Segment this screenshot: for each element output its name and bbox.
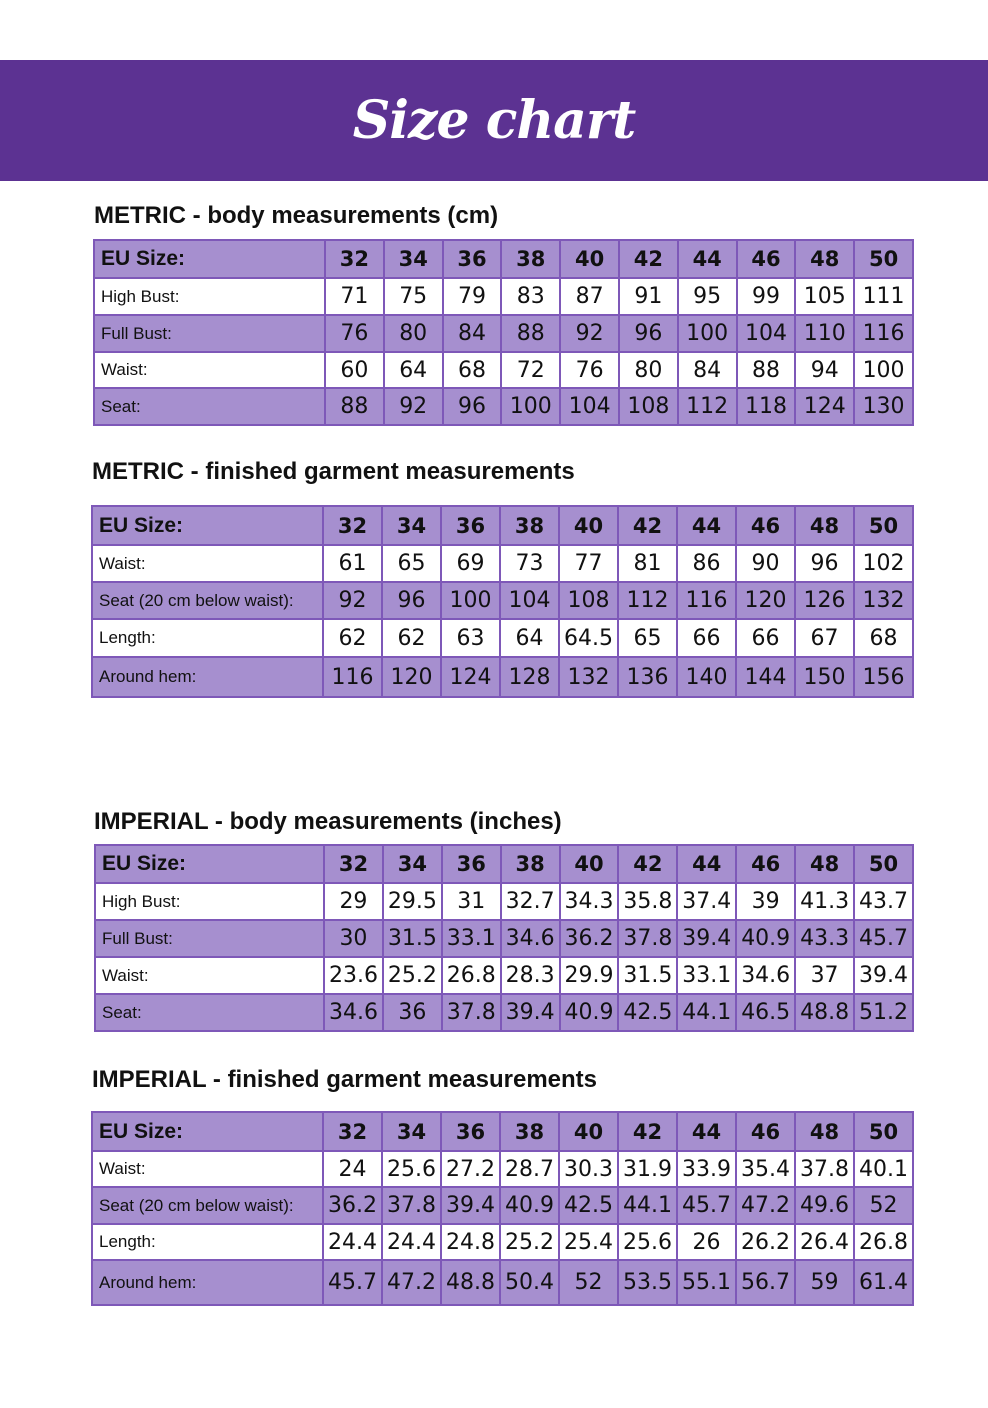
measurement-cell: 76: [325, 315, 384, 352]
measurement-cell: 92: [560, 315, 619, 352]
measurement-cell: 34.6: [501, 920, 560, 957]
measurement-cell: 37.8: [382, 1187, 441, 1224]
measurement-cell: 92: [323, 582, 382, 619]
measurement-cell: 46.5: [736, 994, 795, 1031]
measurement-cell: 27.2: [441, 1151, 500, 1187]
size-header-cell: 46: [736, 506, 795, 545]
row-label-cell: Full Bust:: [94, 315, 325, 352]
table-row: [95, 920, 913, 957]
measurement-cell: 24.4: [382, 1224, 441, 1260]
measurement-cell: 62: [323, 619, 382, 657]
measurement-cell: 140: [677, 657, 736, 697]
measurement-cell: 26.4: [795, 1224, 854, 1260]
section-heading-system: METRIC: [94, 202, 186, 229]
measurement-cell: 33.1: [677, 957, 736, 994]
size-header-cell: 46: [736, 1112, 795, 1151]
measurement-cell: 24: [323, 1151, 382, 1187]
measurement-cell: 118: [737, 388, 796, 425]
measurement-cell: 156: [854, 657, 913, 697]
table-row: [92, 657, 913, 697]
measurement-cell: 75: [384, 278, 443, 315]
measurement-cell: 26.8: [442, 957, 501, 994]
table-row: [95, 883, 913, 920]
size-header-cell: 42: [618, 506, 677, 545]
measurement-cell: 84: [443, 315, 502, 352]
measurement-cell: 150: [795, 657, 854, 697]
measurement-cell: 40.1: [854, 1151, 913, 1187]
table-header-row: [92, 1112, 913, 1151]
measurement-cell: 104: [500, 582, 559, 619]
measurement-cell: 25.2: [500, 1224, 559, 1260]
measurement-cell: 35.4: [736, 1151, 795, 1187]
row-label-cell: Around hem:: [92, 657, 323, 697]
measurement-cell: 28.7: [500, 1151, 559, 1187]
size-header-cell: 36: [441, 1112, 500, 1151]
measurement-cell: 37: [795, 957, 854, 994]
measurement-cell: 39.4: [441, 1187, 500, 1224]
measurement-cell: 30: [324, 920, 383, 957]
section-heading-system: METRIC: [92, 458, 184, 485]
measurement-cell: 26.8: [854, 1224, 913, 1260]
size-header-cell: 32: [325, 240, 384, 278]
row-label-cell: Seat:: [94, 388, 325, 425]
size-header-cell: 50: [854, 1112, 913, 1151]
measurement-cell: 25.6: [382, 1151, 441, 1187]
measurement-cell: 76: [560, 352, 619, 388]
measurement-cell: 116: [677, 582, 736, 619]
measurement-cell: 35.8: [618, 883, 677, 920]
size-header-cell: 50: [854, 506, 913, 545]
size-header-cell: 38: [501, 845, 560, 883]
size-header-cell: 38: [500, 506, 559, 545]
size-table: [91, 1111, 914, 1306]
row-label-cell: Seat (20 cm below waist):: [92, 1187, 323, 1224]
measurement-cell: 80: [619, 352, 678, 388]
row-label-cell: Length:: [92, 1224, 323, 1260]
header-label-cell: EU Size:: [94, 240, 325, 278]
row-label-cell: Seat (20 cm below waist):: [92, 582, 323, 619]
measurement-cell: 48.8: [441, 1260, 500, 1305]
table-row: [94, 315, 913, 352]
measurement-cell: 34.6: [324, 994, 383, 1031]
measurement-cell: 94: [795, 352, 854, 388]
measurement-cell: 42.5: [559, 1187, 618, 1224]
measurement-cell: 45.7: [677, 1187, 736, 1224]
measurement-cell: 37.4: [677, 883, 736, 920]
measurement-cell: 55.1: [677, 1260, 736, 1305]
section-heading-system: IMPERIAL: [92, 1066, 207, 1093]
row-label-cell: Around hem:: [92, 1260, 323, 1305]
measurement-cell: 52: [559, 1260, 618, 1305]
size-table: [93, 239, 914, 426]
measurement-cell: 39: [736, 883, 795, 920]
size-header-cell: 44: [678, 240, 737, 278]
measurement-cell: 49.6: [795, 1187, 854, 1224]
row-label-cell: Waist:: [94, 352, 325, 388]
measurement-cell: 132: [854, 582, 913, 619]
table-row: [94, 278, 913, 315]
measurement-cell: 69: [441, 545, 500, 582]
measurement-cell: 43.3: [795, 920, 854, 957]
size-header-cell: 48: [795, 845, 854, 883]
measurement-cell: 36.2: [323, 1187, 382, 1224]
size-header-cell: 36: [441, 506, 500, 545]
measurement-cell: 96: [795, 545, 854, 582]
measurement-cell: 66: [736, 619, 795, 657]
measurement-cell: 29: [324, 883, 383, 920]
measurement-cell: 60: [325, 352, 384, 388]
measurement-cell: 83: [501, 278, 560, 315]
measurement-cell: 45.7: [323, 1260, 382, 1305]
measurement-cell: 33.1: [442, 920, 501, 957]
size-header-cell: 32: [324, 845, 383, 883]
size-header-cell: 34: [382, 506, 441, 545]
measurement-cell: 31.9: [618, 1151, 677, 1187]
measurement-cell: 71: [325, 278, 384, 315]
section-heading: [92, 1066, 597, 1094]
measurement-cell: 104: [560, 388, 619, 425]
size-header-cell: 40: [560, 845, 619, 883]
table-header-row: [95, 845, 913, 883]
measurement-cell: 31.5: [618, 957, 677, 994]
size-header-cell: 48: [795, 506, 854, 545]
measurement-cell: 84: [678, 352, 737, 388]
measurement-cell: 51.2: [854, 994, 913, 1031]
measurement-cell: 130: [854, 388, 913, 425]
section-heading: [94, 808, 562, 836]
header-label-cell: EU Size:: [92, 506, 323, 545]
measurement-cell: 88: [325, 388, 384, 425]
table-row: [92, 1151, 913, 1187]
measurement-cell: 110: [795, 315, 854, 352]
measurement-cell: 25.2: [383, 957, 442, 994]
size-table: [91, 505, 914, 698]
measurement-cell: 61.4: [854, 1260, 913, 1305]
measurement-cell: 41.3: [795, 883, 854, 920]
size-header-cell: 44: [677, 1112, 736, 1151]
measurement-cell: 68: [854, 619, 913, 657]
measurement-cell: 73: [500, 545, 559, 582]
measurement-cell: 56.7: [736, 1260, 795, 1305]
measurement-cell: 116: [323, 657, 382, 697]
measurement-cell: 39.4: [854, 957, 913, 994]
measurement-cell: 28.3: [501, 957, 560, 994]
measurement-cell: 50.4: [500, 1260, 559, 1305]
measurement-cell: 111: [854, 278, 913, 315]
table-row: [94, 352, 913, 388]
measurement-cell: 25.6: [618, 1224, 677, 1260]
measurement-cell: 25.4: [559, 1224, 618, 1260]
measurement-cell: 68: [443, 352, 502, 388]
header-label-cell: EU Size:: [92, 1112, 323, 1151]
measurement-cell: 37.8: [618, 920, 677, 957]
measurement-cell: 124: [795, 388, 854, 425]
measurement-cell: 81: [618, 545, 677, 582]
measurement-cell: 30.3: [559, 1151, 618, 1187]
measurement-cell: 87: [560, 278, 619, 315]
table-header-row: [92, 506, 913, 545]
measurement-cell: 112: [618, 582, 677, 619]
row-label-cell: High Bust:: [94, 278, 325, 315]
size-header-cell: 34: [384, 240, 443, 278]
measurement-cell: 33.9: [677, 1151, 736, 1187]
measurement-cell: 96: [443, 388, 502, 425]
measurement-cell: 39.4: [501, 994, 560, 1031]
measurement-cell: 29.9: [560, 957, 619, 994]
size-header-cell: 32: [323, 1112, 382, 1151]
measurement-cell: 52: [854, 1187, 913, 1224]
measurement-cell: 31: [442, 883, 501, 920]
measurement-cell: 53.5: [618, 1260, 677, 1305]
row-label-cell: Waist:: [92, 1151, 323, 1187]
measurement-cell: 64: [384, 352, 443, 388]
table-row: [94, 388, 913, 425]
size-header-cell: 38: [500, 1112, 559, 1151]
size-header-cell: 34: [383, 845, 442, 883]
measurement-cell: 144: [736, 657, 795, 697]
measurement-cell: 88: [501, 315, 560, 352]
row-label-cell: High Bust:: [95, 883, 324, 920]
measurement-cell: 116: [854, 315, 913, 352]
measurement-cell: 61: [323, 545, 382, 582]
measurement-cell: 44.1: [677, 994, 736, 1031]
measurement-cell: 47.2: [382, 1260, 441, 1305]
page-title: Size chart: [352, 90, 636, 151]
row-label-cell: Full Bust:: [95, 920, 324, 957]
measurement-cell: 34.3: [560, 883, 619, 920]
measurement-cell: 40.9: [560, 994, 619, 1031]
measurement-cell: 99: [737, 278, 796, 315]
measurement-cell: 67: [795, 619, 854, 657]
size-header-cell: 50: [854, 845, 913, 883]
size-header-cell: 50: [854, 240, 913, 278]
measurement-cell: 105: [795, 278, 854, 315]
measurement-cell: 24.8: [441, 1224, 500, 1260]
measurement-cell: 100: [441, 582, 500, 619]
measurement-cell: 132: [559, 657, 618, 697]
section-heading-description: - finished garment measurements: [184, 458, 575, 485]
table-row: [92, 1224, 913, 1260]
table-row: [92, 545, 913, 582]
size-header-cell: 44: [677, 506, 736, 545]
measurement-cell: 36: [383, 994, 442, 1031]
size-header-cell: 40: [559, 506, 618, 545]
table-row: [95, 994, 913, 1031]
measurement-cell: 108: [619, 388, 678, 425]
section-heading: [92, 458, 575, 486]
measurement-cell: 80: [384, 315, 443, 352]
measurement-cell: 112: [678, 388, 737, 425]
measurement-cell: 65: [382, 545, 441, 582]
measurement-cell: 24.4: [323, 1224, 382, 1260]
measurement-cell: 96: [619, 315, 678, 352]
measurement-cell: 31.5: [383, 920, 442, 957]
table-row: [95, 957, 913, 994]
measurement-cell: 72: [501, 352, 560, 388]
measurement-cell: 91: [619, 278, 678, 315]
measurement-cell: 100: [678, 315, 737, 352]
measurement-cell: 66: [677, 619, 736, 657]
measurement-cell: 64.5: [559, 619, 618, 657]
measurement-cell: 34.6: [736, 957, 795, 994]
measurement-cell: 36.2: [560, 920, 619, 957]
row-label-cell: Seat:: [95, 994, 324, 1031]
table-row: [92, 619, 913, 657]
measurement-cell: 29.5: [383, 883, 442, 920]
measurement-cell: 95: [678, 278, 737, 315]
header-label-cell: EU Size:: [95, 845, 324, 883]
measurement-cell: 102: [854, 545, 913, 582]
size-header-cell: 42: [618, 845, 677, 883]
measurement-cell: 136: [618, 657, 677, 697]
measurement-cell: 40.9: [736, 920, 795, 957]
table-header-row: [94, 240, 913, 278]
size-header-cell: 36: [442, 845, 501, 883]
measurement-cell: 126: [795, 582, 854, 619]
measurement-cell: 45.7: [854, 920, 913, 957]
size-header-cell: 32: [323, 506, 382, 545]
section-heading-description: - body measurements (inches): [208, 808, 562, 835]
row-label-cell: Waist:: [95, 957, 324, 994]
measurement-cell: 47.2: [736, 1187, 795, 1224]
size-table: [94, 844, 914, 1032]
measurement-cell: 108: [559, 582, 618, 619]
row-label-cell: Length:: [92, 619, 323, 657]
measurement-cell: 65: [618, 619, 677, 657]
measurement-cell: 96: [382, 582, 441, 619]
size-header-cell: 42: [618, 1112, 677, 1151]
section-heading-description: - body measurements (cm): [186, 202, 499, 229]
measurement-cell: 62: [382, 619, 441, 657]
size-header-cell: 36: [443, 240, 502, 278]
measurement-cell: 124: [441, 657, 500, 697]
size-header-cell: 48: [795, 1112, 854, 1151]
measurement-cell: 63: [441, 619, 500, 657]
measurement-cell: 39.4: [677, 920, 736, 957]
measurement-cell: 43.7: [854, 883, 913, 920]
measurement-cell: 77: [559, 545, 618, 582]
measurement-cell: 26.2: [736, 1224, 795, 1260]
measurement-cell: 59: [795, 1260, 854, 1305]
table-row: [92, 1187, 913, 1224]
measurement-cell: 100: [854, 352, 913, 388]
measurement-cell: 44.1: [618, 1187, 677, 1224]
measurement-cell: 100: [501, 388, 560, 425]
measurement-cell: 32.7: [501, 883, 560, 920]
size-header-cell: 46: [737, 240, 796, 278]
measurement-cell: 23.6: [324, 957, 383, 994]
title-banner: [0, 60, 988, 181]
measurement-cell: 120: [382, 657, 441, 697]
measurement-cell: 48.8: [795, 994, 854, 1031]
size-header-cell: 38: [501, 240, 560, 278]
table-row: [92, 582, 913, 619]
size-header-cell: 48: [795, 240, 854, 278]
measurement-cell: 40.9: [500, 1187, 559, 1224]
measurement-cell: 42.5: [618, 994, 677, 1031]
measurement-cell: 92: [384, 388, 443, 425]
size-header-cell: 42: [619, 240, 678, 278]
measurement-cell: 37.8: [795, 1151, 854, 1187]
measurement-cell: 79: [443, 278, 502, 315]
section-heading-system: IMPERIAL: [94, 808, 209, 835]
measurement-cell: 104: [737, 315, 796, 352]
size-header-cell: 44: [677, 845, 736, 883]
measurement-cell: 64: [500, 619, 559, 657]
table-row: [92, 1260, 913, 1305]
size-header-cell: 40: [559, 1112, 618, 1151]
measurement-cell: 86: [677, 545, 736, 582]
section-heading-description: - finished garment measurements: [206, 1066, 598, 1093]
measurement-cell: 128: [500, 657, 559, 697]
size-header-cell: 40: [560, 240, 619, 278]
measurement-cell: 37.8: [442, 994, 501, 1031]
row-label-cell: Waist:: [92, 545, 323, 582]
measurement-cell: 90: [736, 545, 795, 582]
measurement-cell: 26: [677, 1224, 736, 1260]
measurement-cell: 120: [736, 582, 795, 619]
size-header-cell: 34: [382, 1112, 441, 1151]
section-heading: [94, 202, 498, 230]
size-header-cell: 46: [736, 845, 795, 883]
measurement-cell: 88: [737, 352, 796, 388]
